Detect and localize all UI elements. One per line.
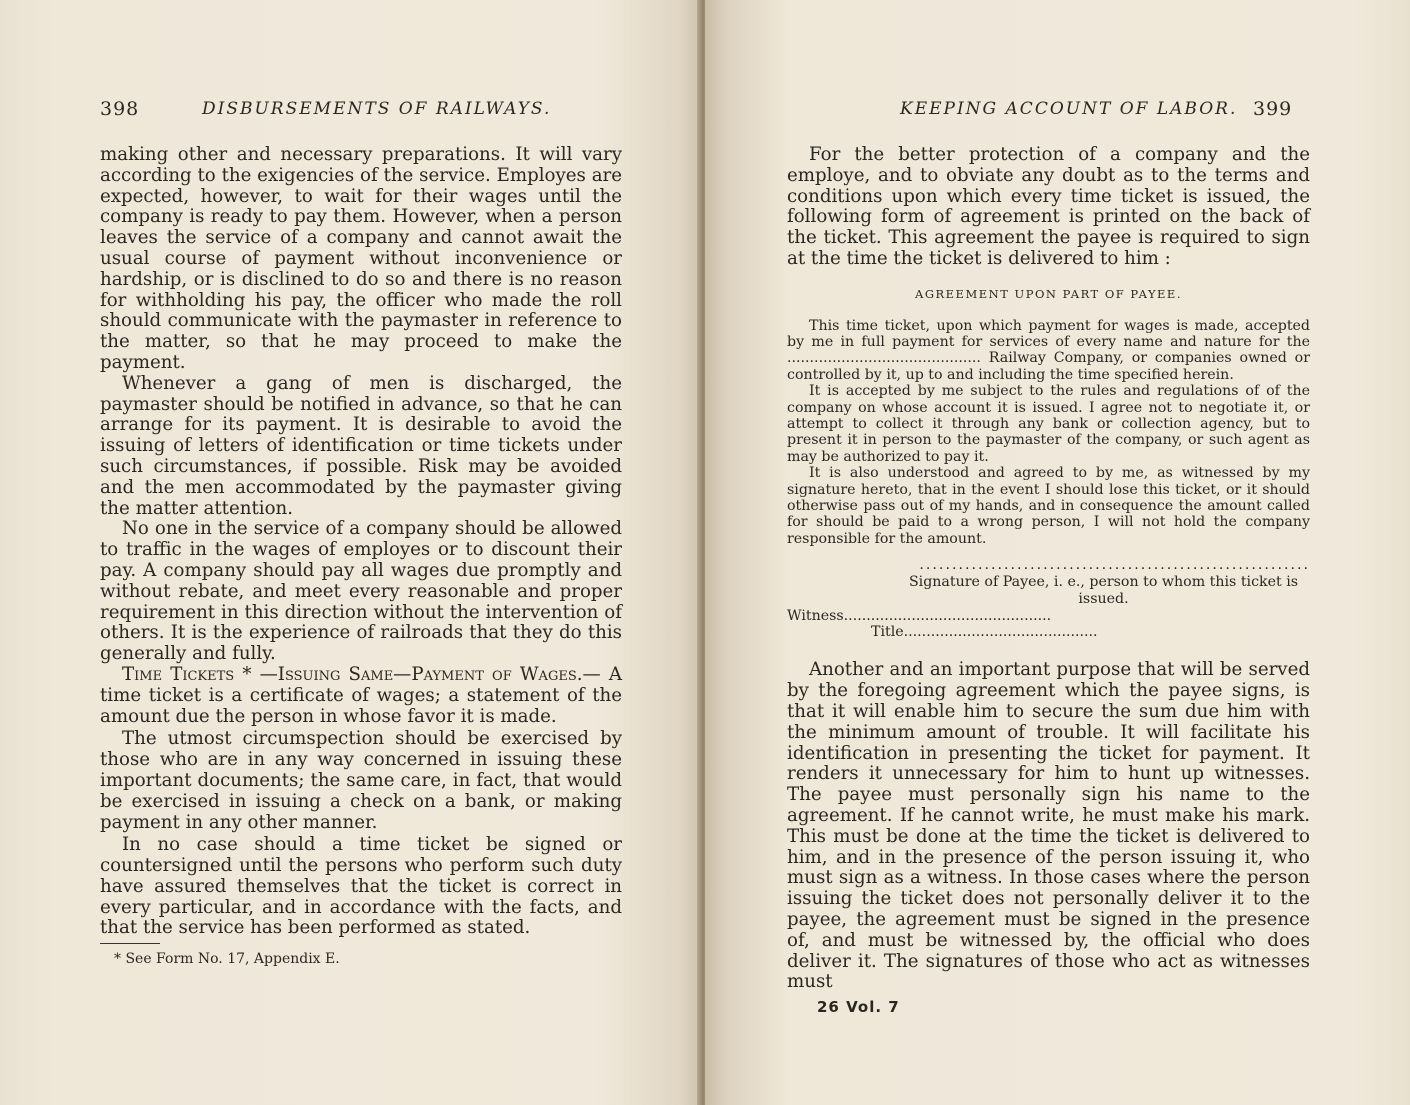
closing-paragraph: Another and an important purpose that will be served by the foregoing agreement which the payee signs, is that it will enable him to secure the sum due him with the minimum amount of trouble. It will facilitate his identification in presenting the ticket for payment. It renders it unnecessary for him to hunt up witnesses. The payee must personally sign his name to the agreement. If he cannot write, he must make his mark. This must be done at the time the ticket is delivered to him, and in the presence of the person issuing it, who must sign as a witness. In those cases where the person issuing the ticket does not personally deliver it to the payee, the agreement must be signed in the presence of, and must be witnessed by, the official who does deliver it. The signatures of those who act as witnesses must [787, 659, 1310, 993]
page-number: 398 [100, 98, 140, 120]
paragraph: No one in the service of a company should be allowed to traffic in the wages of employes or to discount their pay. A company should pay all wages due promptly and without rebate, and meet every reasonable and proper requirement in this direction without the intervention of others. It is the experience of railroads that they do this generally and fully. [100, 518, 622, 665]
signature-mark: 26 Vol. 7 [817, 998, 900, 1017]
paragraph: Whenever a gang of men is discharged, the paymaster should be notified in advance, so that he can arrange for its payment. It is desirable to avoid the issuing of letters of identification or time tickets under such circumstances, if possible. Risk may be avoided and the men accommodated by the paymaster giving the matter attention. [100, 372, 622, 519]
agreement-paragraph: It is accepted by me subject to the rules and regulations of of the company on whose account it is issued. I agree not to negotiate it, or attempt to collect it through any bank or collection agency, but to present it in person to the paymaster of the company, or such agent as may be authorized to pay it. [787, 383, 1310, 465]
section-text: A time ticket is a certificate of wages; a statement of the amount due the person in whose favor it is made. [100, 663, 622, 727]
agreement-title: AGREEMENT UPON PART OF PAYEE. [915, 286, 1182, 301]
signature-label: Signature of Payee, i. e., person to whom this ticket is issued. [908, 573, 1299, 607]
right-body [787, 145, 1310, 1018]
agreement-paragraph: This time ticket, upon which payment for wages is made, accepted by me in full payment for services of every name and nature for the ........................................... Railway Company, or companies owned or controlled by it, up to and including the time specified herein. [787, 317, 1310, 383]
footnote: * See Form No. 17, Appendix E. [114, 951, 340, 968]
title-dots: ........................................... [903, 624, 1098, 641]
paragraph: In no case should a time ticket be signed or countersigned until the persons who perform such duty have assured themselves that the ticket is correct in every particular, and in accordance with the facts, and that the service has been performed as stated. [100, 834, 622, 939]
right-page [705, 0, 1410, 1105]
title-label: Title [871, 624, 904, 641]
signature-line: ............................................................ [919, 557, 1310, 574]
page-number: 399 [1253, 98, 1293, 120]
witness-line [787, 608, 1310, 624]
agreement-paragraph: It is also understood and agreed to by me, as witnessed by my signature hereto, that in the event I should lose this ticket, or it should otherwise pass out of my hands, and in consequence the amount called for should be paid to a wrong person, I will not hold the company responsible for the amount. [787, 465, 1310, 547]
witness-dots: .............................................. [843, 607, 1052, 624]
title-line [787, 624, 1310, 640]
running-head: DISBURSEMENTS OF RAILWAYS. [202, 99, 552, 119]
section-paragraph [100, 665, 622, 727]
intro-paragraph: For the better protection of a company and the employe, and to obviate any doubt as to the terms and conditions upon which every time ticket is issued, the following form of agreement is printed on the back of the ticket. This agreement the payee is required to sign at the time the ticket is delivered to him : [787, 144, 1310, 269]
running-head: KEEPING ACCOUNT OF LABOR. [900, 99, 1238, 119]
left-body [100, 145, 622, 968]
paragraph: The utmost circumspection should be exercised by those who are in any way concerned in issuing these important documents; the same care, in fact, that would be exercised in issuing a check on a bank, or making payment in any other manner. [100, 728, 622, 833]
left-page [0, 0, 700, 1105]
paragraph: making other and necessary preparations. It will vary according to the exigencies of the service. Employes are expected, however, to wait for their wages until the company is ready to pay them. However, when a person leaves the service of a company and cannot await the usual course of payment without inconvenience or hardship, or is disclined to do so and there is no reason for withholding his pay, the officer who made the roll should communicate with the paymaster in reference to the matter, so that he may proceed to make the payment. [100, 144, 622, 373]
footnote-rule [100, 943, 160, 944]
witness-label: Witness [787, 607, 844, 624]
agreement-form [787, 318, 1310, 641]
section-heading: Time Tickets * —Issuing Same—Payment of Wages.— [122, 663, 601, 685]
